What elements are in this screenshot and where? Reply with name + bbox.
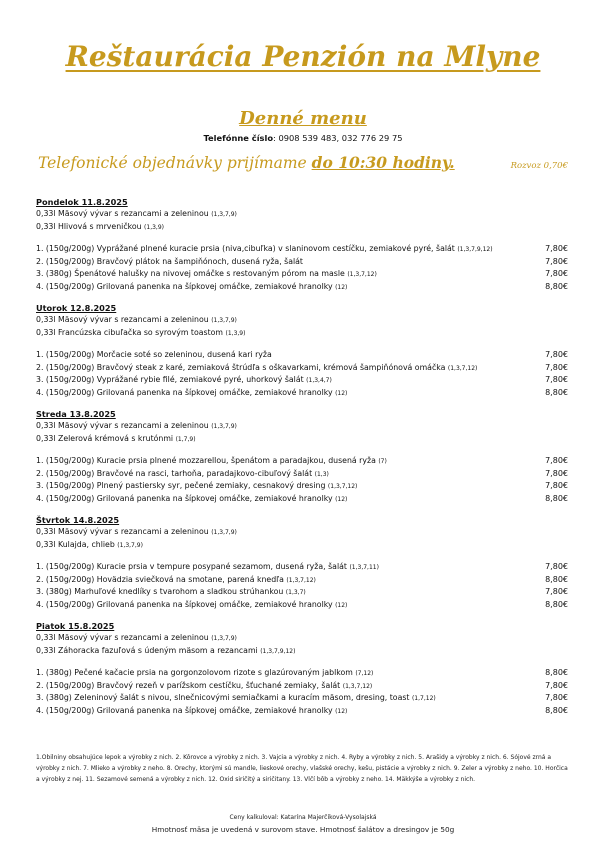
main-dish-row	[36, 268, 570, 281]
day-header: Pondelok 11.8.2025	[36, 197, 128, 207]
main-dish-price: 7,80€	[545, 375, 568, 384]
main-dish-name: 2. (150g/200g) Bravčový rezeň v parížskom cestíčku, šťuchané zemiaky, šalát	[36, 680, 341, 690]
main-dish-allergens: (12)	[335, 495, 348, 503]
main-dish-price: 8,80€	[545, 705, 568, 715]
main-dish-item	[36, 493, 347, 507]
main-dish-price: 8,80€	[545, 574, 568, 584]
spacer	[36, 445, 570, 455]
main-dish-item	[36, 586, 306, 600]
soup-name: 0,33l Mäsový vývar s rezancami a zeleninou	[36, 633, 209, 642]
main-dish-row	[36, 243, 570, 256]
main-dish-price: 7,80€	[545, 256, 568, 266]
main-dish-row	[36, 362, 570, 375]
main-dish-name: 3. (380g) Marhuľové knedlíky s tvarohom a sladkou strúhankou	[36, 587, 284, 596]
main-dish-allergens: (7)	[378, 458, 387, 465]
main-dish-price: 8,80€	[545, 281, 568, 291]
main-dish-price: 7,80€	[545, 468, 568, 478]
main-dish-name: 4. (150g/200g) Grilovaná panenka na šípkovej omáčke, zemiakové hranolky	[36, 705, 333, 715]
main-dish-allergens: (1,3)	[314, 470, 329, 478]
delivery-fee: Rozvoz 0,70€	[510, 161, 568, 171]
main-dish-item	[36, 243, 493, 257]
main-dish-item	[36, 705, 347, 719]
main-dish-allergens: (12)	[335, 283, 348, 291]
main-dish-item	[36, 692, 436, 706]
main-dish-row	[36, 374, 570, 387]
main-dish-item	[36, 256, 303, 270]
soup-row	[36, 208, 570, 221]
main-dish-name: 2. (150g/200g) Bravčový steak z karé, zemiaková štrúdľa s oškavarkami, krémová šampiňónová omáčka	[36, 362, 446, 372]
main-dish-allergens: (1,3,7,9,12)	[457, 246, 493, 253]
day-header: Štvrtok 14.8.2025	[36, 515, 120, 525]
soup-item	[36, 433, 196, 447]
main-dish-row	[36, 599, 570, 612]
soup-row	[36, 327, 570, 340]
soup-item	[36, 645, 295, 659]
soup-allergens: (1,3,7,9)	[117, 541, 143, 549]
main-dish-row	[36, 493, 570, 506]
main-dish-price: 8,80€	[545, 493, 568, 503]
calculated-by: Ceny kalkuloval: Katarína Majerčíková-Vysolajská	[229, 814, 377, 821]
soup-item	[36, 221, 164, 235]
main-dish-item	[36, 362, 477, 376]
day-section	[36, 196, 570, 293]
soup-allergens: (1,3,7,9)	[211, 423, 237, 430]
main-dish-row	[36, 387, 570, 400]
soup-row	[36, 645, 570, 658]
main-dish-row	[36, 705, 570, 718]
main-dish-allergens: (1,3,7,12)	[447, 364, 478, 372]
soup-item	[36, 327, 245, 341]
menu-title: Denné menu	[239, 108, 367, 129]
soup-row	[36, 539, 570, 552]
main-dish-name: 3. (380g) Zeleninový šalát s nivou, slnečnicovými semiačkami a kuracím mäsom, dresing, toast	[36, 693, 410, 702]
main-dish-price: 7,80€	[545, 587, 568, 596]
main-dish-row	[36, 561, 570, 574]
spacer	[36, 233, 570, 243]
main-dish-allergens: (12)	[335, 389, 348, 397]
main-dish-price: 7,80€	[545, 269, 568, 278]
phone-label: Telefónne číslo	[203, 133, 274, 143]
spacer	[36, 339, 570, 349]
soup-row	[36, 632, 570, 645]
main-dish-name: 1. (380g) Pečené kačacie prsia na gorgonzolovom rizote s glazúrovaným jablkom	[36, 668, 353, 677]
main-dish-allergens: (12)	[335, 601, 348, 609]
spacer	[36, 551, 570, 561]
main-dish-item	[36, 374, 332, 388]
main-dish-allergens: (12)	[335, 707, 348, 715]
main-dish-price: 8,80€	[545, 599, 568, 609]
phone-number: : 0908 539 483, 032 776 29 75	[273, 133, 403, 143]
main-dish-name: 4. (150g/200g) Grilovaná panenka na šípkovej omáčke, zemiakové hranolky	[36, 493, 333, 503]
day-section	[36, 302, 570, 399]
day-section	[36, 408, 570, 505]
main-dish-row	[36, 692, 570, 705]
soup-row	[36, 221, 570, 234]
main-dish-allergens: (1,3,7,12)	[347, 271, 377, 278]
main-dish-allergens: (1,3,7,12)	[327, 483, 358, 490]
day-header: Streda 13.8.2025	[36, 409, 116, 419]
main-dish-item	[36, 387, 347, 401]
main-dish-item	[36, 468, 329, 482]
day-header: Piatok 15.8.2025	[36, 621, 115, 631]
orders-text: Telefonické objednávky prijímame	[38, 154, 312, 172]
soup-name: 0,33l Kulajda, chlieb	[36, 539, 115, 549]
spacer	[36, 657, 570, 667]
soup-allergens: (1,7,9)	[175, 435, 196, 443]
day-header: Utorok 12.8.2025	[36, 303, 117, 313]
main-dish-row	[36, 256, 570, 269]
soup-allergens: (1,3,9)	[225, 329, 246, 337]
restaurant-name: Reštaurácia Penzión na Mlyne	[65, 40, 541, 73]
soup-name: 0,33l Zelerová krémová s krutónmi	[36, 433, 174, 443]
main-dish-price: 7,80€	[545, 693, 568, 702]
main-dish-item	[36, 667, 373, 681]
main-dish-name: 2. (150g/200g) Hovädzia sviečková na smotane, parená knedľa	[36, 574, 284, 584]
orders-note	[38, 153, 455, 172]
main-dish-item	[36, 680, 372, 694]
main-dish-name: 3. (150g/200g) Vyprážané rybie filé, zemiakové pyré, uhorkový šalát	[36, 375, 304, 384]
main-dish-item	[36, 561, 379, 575]
soup-item	[36, 632, 237, 646]
main-dish-price: 7,80€	[545, 456, 568, 465]
main-dish-name: 4. (150g/200g) Grilovaná panenka na šípkovej omáčke, zemiakové hranolky	[36, 387, 333, 397]
main-dish-item	[36, 574, 316, 588]
main-dish-allergens: (1,3,7,12)	[286, 576, 316, 584]
soup-item	[36, 539, 143, 553]
soup-row	[36, 314, 570, 327]
main-dish-row	[36, 680, 570, 693]
soup-allergens: (1,3,9)	[144, 223, 164, 231]
soup-row	[36, 420, 570, 433]
main-dish-row	[36, 281, 570, 294]
main-dish-allergens: (7,12)	[355, 670, 374, 677]
soup-name: 0,33l Hlivová s mrveničkou	[36, 221, 142, 231]
main-dish-row	[36, 468, 570, 481]
main-dish-name: 3. (150g/200g) Plnený pastiersky syr, pečené zemiaky, cesnakový dresing	[36, 481, 326, 490]
main-dish-allergens: (1,3,7,11)	[349, 564, 379, 571]
soup-item	[36, 526, 237, 540]
footer	[0, 813, 606, 837]
main-dish-name: 1. (150g/200g) Kuracie prsia v tempure posypané sezamom, dusená ryža, šalát	[36, 562, 347, 571]
main-dish-name: 2. (150g/200g) Bravčový plátok na šampiňónoch, dusená ryža, šalát	[36, 256, 303, 266]
main-dish-row	[36, 667, 570, 680]
main-dish-allergens: (1,3,7)	[285, 589, 306, 596]
soup-allergens: (1,3,7,9)	[211, 317, 237, 324]
main-dish-price: 7,80€	[545, 562, 568, 571]
main-dish-price: 7,80€	[545, 680, 568, 690]
soup-name: 0,33l Mäsový vývar s rezancami a zeleninou	[36, 209, 209, 218]
main-dish-name: 1. (150g/200g) Kuracie prsia plnené mozzarellou, špenátom a paradajkou, dusená ryža	[36, 456, 376, 465]
main-dish-allergens: (1,3,4,7)	[306, 377, 332, 384]
phone-line	[0, 133, 606, 143]
main-dish-price: 7,80€	[545, 350, 568, 359]
soup-item	[36, 420, 237, 434]
main-dish-name: 4. (150g/200g) Grilovaná panenka na šípkovej omáčke, zemiakové hranolky	[36, 599, 333, 609]
weight-note: Hmotnosť mäsa je uvedená v surovom stave. Hmotnosť šalátov a dresingov je 50g	[151, 825, 455, 834]
day-section	[36, 514, 570, 611]
soup-allergens: (1,3,7,9)	[211, 529, 237, 536]
soup-name: 0,33l Záhoracka fazuľová s údeným mäsom a rezancami	[36, 645, 258, 655]
main-dish-row	[36, 574, 570, 587]
main-dish-item	[36, 599, 347, 613]
soup-allergens: (1,3,7,9)	[211, 211, 237, 218]
soup-item	[36, 208, 237, 222]
allergen-note: 1.Obilniny obsahujúce lepok a výrobky z nich. 2. Kôrovce a výrobky z nich. 3. Vajcia a výrobky z nich. 4. Ryby a výrobky z nich. 5. Arašidy a výrobky z nich. 6. Sójové zrná a výrobky z nich. 7. Mlieko a výrobky z neho. 8. Orechy, ktorými sú mandle, lieskové orechy, vlašské orechy, kešu, pistácie a výrobky z nich. 9. Zeler a výrobky z neho. 10. Horčica a výrobky z nej. 11. Sezamové semená a výrobky z nich. 12. Oxid siričitý a siričitany. 13. Vlčí bôb a výrobky z neho. 14. Mäkkýše a výrobky z nich.	[36, 754, 568, 783]
soup-allergens: (1,3,7,9,12)	[260, 647, 296, 655]
soup-name: 0,33l Mäsový vývar s rezancami a zeleninou	[36, 315, 209, 324]
main-dish-item	[36, 268, 377, 282]
main-dish-item	[36, 455, 387, 469]
main-dish-name: 1. (150g/200g) Vyprážané plnené kuracie prsia (niva,cibuľka) v slaninovom cestíčku, zemiakové pyré, šalát	[36, 244, 455, 253]
main-dish-row	[36, 586, 570, 599]
soup-name: 0,33l Mäsový vývar s rezancami a zeleninou	[36, 421, 209, 430]
main-dish-allergens: (1,3,7,12)	[342, 682, 373, 690]
main-dish-name: 2. (150g/200g) Bravčové na rasci, tarhoňa, paradajkovo-cibuľový šalát	[36, 468, 313, 478]
main-dish-name: 1. (150g/200g) Morčacie soté so zeleninou, dusená kari ryža	[36, 350, 272, 359]
soup-row	[36, 433, 570, 446]
main-dish-price: 7,80€	[545, 481, 568, 490]
soup-name: 0,33l Francúzska cibuľačka so syrovým toastom	[36, 327, 224, 337]
soup-allergens: (1,3,7,9)	[211, 635, 237, 642]
main-dish-price: 8,80€	[545, 668, 568, 677]
orders-time: do 10:30 hodiny.	[311, 153, 455, 172]
soup-item	[36, 314, 237, 328]
main-dish-item	[36, 480, 357, 494]
main-dish-row	[36, 480, 570, 493]
main-dish-name: 4. (150g/200g) Grilovaná panenka na šípkovej omáčke, zemiakové hranolky	[36, 281, 333, 291]
main-dish-price: 8,80€	[545, 387, 568, 397]
main-dish-item	[36, 281, 347, 295]
main-dish-price: 7,80€	[545, 362, 568, 372]
main-dish-allergens: (1,7,12)	[411, 695, 436, 702]
daily-menu-list	[36, 196, 570, 726]
soup-name: 0,33l Mäsový vývar s rezancami a zeleninou	[36, 527, 209, 536]
main-dish-name: 3. (380g) Špenátové halušky na nivovej omáčke s restovaným pórom na masle	[36, 269, 345, 278]
main-dish-item	[36, 349, 272, 363]
soup-row	[36, 526, 570, 539]
main-dish-row	[36, 455, 570, 468]
main-dish-price: 7,80€	[545, 244, 568, 253]
main-dish-row	[36, 349, 570, 362]
day-section	[36, 620, 570, 717]
